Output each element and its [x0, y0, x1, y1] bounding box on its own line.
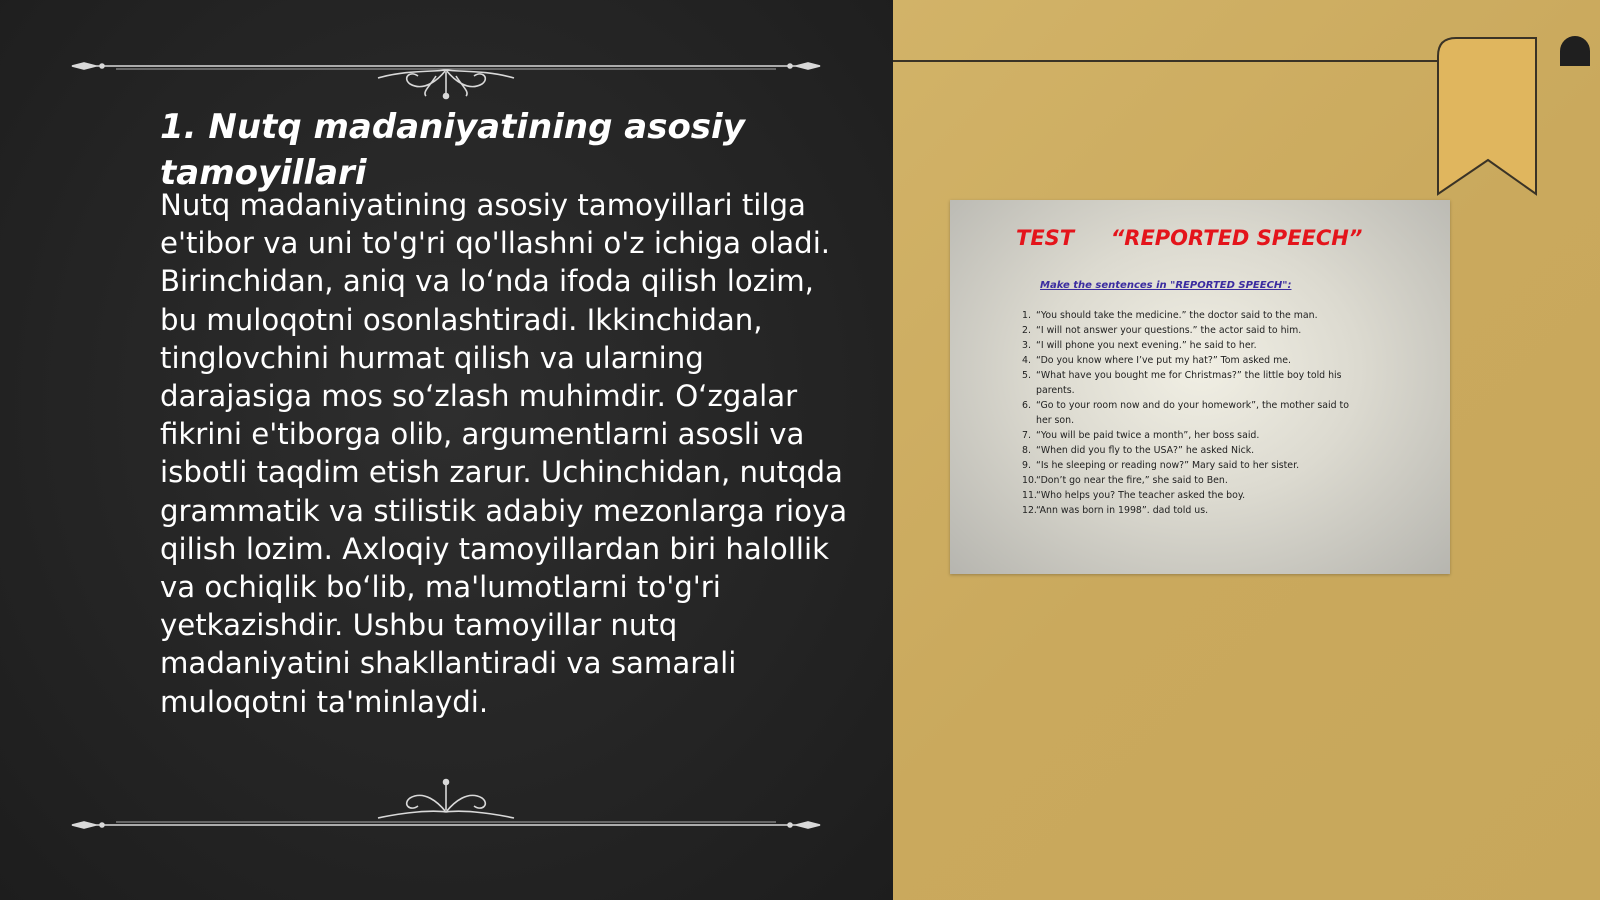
- test-sentence-text: “You should take the medicine.” the doctor said to the man.: [1036, 310, 1318, 321]
- test-sentence-number: 9.: [1022, 460, 1031, 471]
- reported-speech-test-image: [950, 200, 1450, 574]
- test-sentence-list: [1022, 308, 1362, 518]
- test-sentence-number: 2.: [1022, 325, 1031, 336]
- test-sentence-item: [1022, 338, 1362, 353]
- test-sentence-item: [1022, 308, 1362, 323]
- slide-body-text: Nutq madaniyatining asosiy tamoyillari tilga e'tibor va uni to'g'ri qo'llashni o'z ichiga oladi. Birinchidan, aniq va loʻnda ifoda qilish lozim, bu muloqotni osonlashtiradi. Ikkinchidan, tinglovchini hurmat qilish va ularning darajasiga mos soʻzlash muhimdir. Oʻzgalar fikrini e'tiborga olib, argumentlarni asosli va isbotli taqdim etish zarur. Uchinchidan, nutqda grammatik va stilistik adabiy mezonlarga rioya qilish lozim. Axloqiy tamoyillardan biri halollik va ochiqlik boʻlib, ma'lumotlarni to'g'ri yetkazishdir. Ushbu tamoyillar nutq madaniyatini shakllantiradi va samarali muloqotni ta'minlaydi.: [160, 188, 848, 719]
- test-sentence-number: 7.: [1022, 430, 1031, 441]
- test-sentence-number: 5.: [1022, 370, 1031, 381]
- test-sentence-text: “Don’t go near the fire,” she said to Ben.: [1036, 475, 1228, 486]
- test-sentence-item: [1022, 428, 1362, 443]
- test-sentence-item: [1022, 488, 1362, 503]
- ornament-divider-top: [66, 40, 826, 100]
- slide-title: 1. Nutq madaniyatining asosiy tamoyillari: [160, 107, 745, 193]
- test-sentence-text: “I will not answer your questions.” the actor said to him.: [1036, 325, 1302, 336]
- test-sentence-item: [1022, 353, 1362, 368]
- ornament-divider-bottom: [66, 772, 826, 832]
- test-sentence-item: [1022, 443, 1362, 458]
- test-sentence-number: 8.: [1022, 445, 1031, 456]
- test-sentence-item: [1022, 458, 1362, 473]
- test-sentence-number: 10.: [1022, 475, 1037, 486]
- test-sentence-text: “When did you fly to the USA?” he asked Nick.: [1036, 445, 1255, 456]
- test-sentence-text: “Do you know where I’ve put my hat?” Tom asked me.: [1036, 355, 1291, 366]
- test-sentence-number: 1.: [1022, 310, 1031, 321]
- test-sentence-text: “What have you bought me for Christmas?” the little boy told his parents.: [1036, 370, 1342, 396]
- test-title-right: “REPORTED SPEECH”: [1110, 226, 1363, 250]
- test-sentence-item: [1022, 323, 1362, 338]
- bookmark-dark-tab: [1560, 36, 1590, 66]
- test-sentence-number: 6.: [1022, 400, 1031, 411]
- test-sentence-text: “Go to your room now and do your homework”, the mother said to her son.: [1036, 400, 1349, 426]
- decorative-line: [893, 60, 1440, 62]
- test-sentence-text: “Is he sleeping or reading now?” Mary said to her sister.: [1036, 460, 1300, 471]
- test-sentence-text: “Ann was born in 1998”. dad told us.: [1036, 505, 1209, 516]
- test-sentence-item: [1022, 368, 1362, 398]
- test-sentence-item: [1022, 398, 1362, 428]
- test-sentence-text: “You will be paid twice a month”, her boss said.: [1036, 430, 1260, 441]
- test-sentence-number: 12.: [1022, 505, 1037, 516]
- test-sentence-item: [1022, 473, 1362, 488]
- test-instruction: Make the sentences in "REPORTED SPEECH":: [1040, 280, 1292, 291]
- test-sentence-number: 4.: [1022, 355, 1031, 366]
- test-sentence-number: 11.: [1022, 490, 1037, 501]
- test-sentence-text: “I will phone you next evening.” he said to her.: [1036, 340, 1257, 351]
- test-sentence-item: [1022, 503, 1362, 518]
- test-sentence-number: 3.: [1022, 340, 1031, 351]
- bookmark-ribbon-icon: [1436, 36, 1538, 196]
- test-image-title: [1016, 226, 1362, 250]
- test-sentence-text: “Who helps you? The teacher asked the boy.: [1036, 490, 1246, 501]
- test-title-left: TEST: [1016, 226, 1075, 250]
